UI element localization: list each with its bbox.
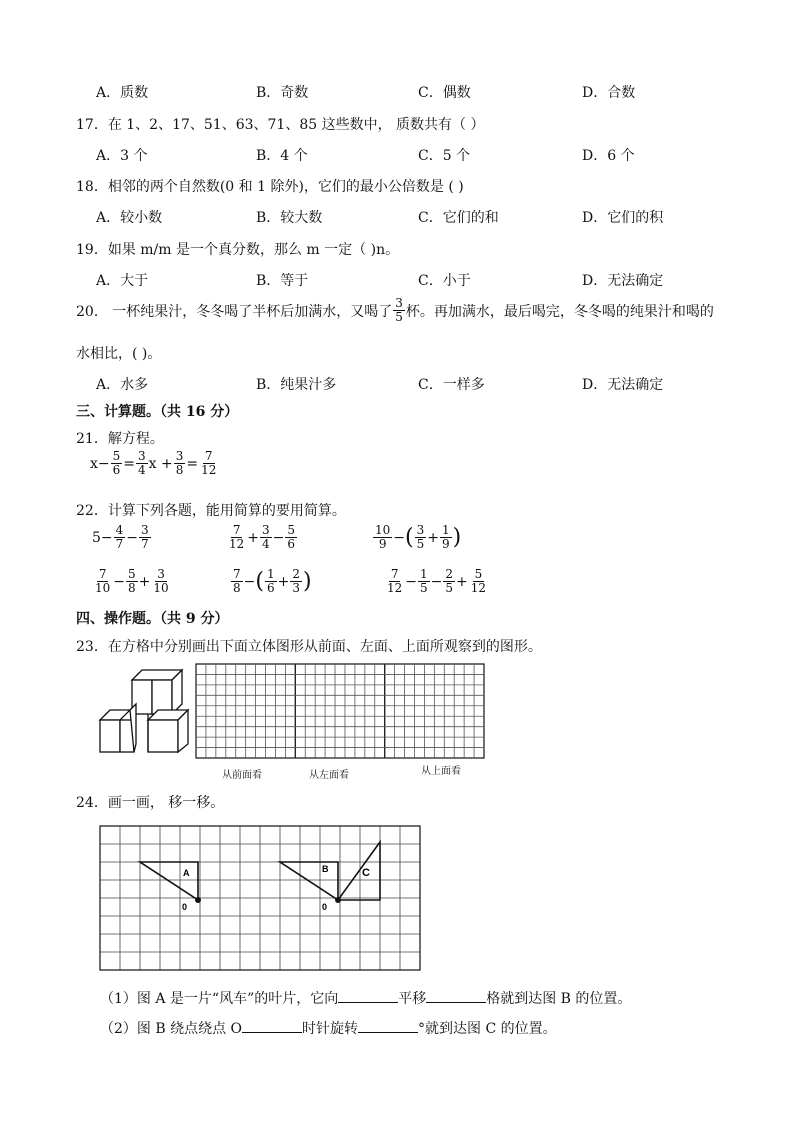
q20-options	[96, 374, 716, 394]
q23-question: 23．在方格中分别画出下面立体图形从前面、左面、上面所观察到的图形。	[76, 639, 542, 655]
q19-option-a[interactable]: A．大于	[96, 273, 149, 289]
q19-options	[96, 270, 716, 290]
label-o-b: 0	[322, 902, 328, 912]
q20-text-before: 20． 一杯纯果汁，冬冬喝了半杯后加满水，又喝了	[76, 303, 393, 320]
q24-sub2-text-a: （2）图 B 绕点绕点 O	[100, 1021, 243, 1037]
point-o-a	[195, 897, 201, 903]
q23-label-top: 从上面看	[421, 766, 461, 777]
q17-options	[96, 145, 716, 165]
label-o-a: 0	[182, 902, 188, 912]
label-b: B	[322, 864, 329, 874]
q18-option-c[interactable]: C．它们的和	[418, 210, 499, 226]
q20-question-line2: 水相比，( )。	[76, 346, 162, 362]
q20-question	[76, 297, 714, 324]
q19-option-d[interactable]: D．无法确定	[582, 273, 664, 289]
label-c: C	[362, 867, 370, 879]
point-o-b	[335, 897, 341, 903]
cube-solid	[100, 670, 188, 752]
q24-sub1-text-c: 格就到达图 B 的位置。	[486, 991, 632, 1007]
q21-question: 21．解方程。	[76, 431, 164, 447]
q24-sub2-text-c: °就到达图 C 的位置。	[418, 1021, 557, 1037]
q20-option-a[interactable]: A．水多	[96, 377, 149, 393]
q17-option-a[interactable]: A．3 个	[96, 148, 148, 164]
q22-expr-4: $\frac{7}{10}$ − $\frac{5}{8}$ + $\frac{3}{10}$	[95, 567, 169, 595]
q22-expr-1: 5− $\frac{4}{7}$ − $\frac{3}{7}$	[92, 523, 149, 551]
q24-blank-degrees[interactable]	[358, 1018, 418, 1033]
q20-option-b[interactable]: B．纯果汁多	[256, 377, 337, 393]
q20-option-d[interactable]: D．无法确定	[582, 377, 664, 393]
q17-option-b[interactable]: B．4 个	[256, 148, 308, 164]
q20-option-c[interactable]: C．一样多	[418, 377, 485, 393]
q22-expr-5: $\frac{7}{8}$ − ( $\frac{1}{6}$ + $\frac{2}{3}$ )	[233, 567, 312, 595]
q23-label-left: 从左面看	[309, 770, 349, 781]
q18-option-d[interactable]: D．它们的积	[582, 210, 664, 226]
triangle-c	[338, 842, 380, 900]
label-a: A	[183, 868, 190, 878]
q23-label-front: 从前面看	[222, 770, 262, 781]
q16-option-a[interactable]: A．质数	[96, 85, 149, 101]
q21-equation: x− $\frac{5}{6}$ = $\frac{3}{4}$ x + $\frac{3}{8}$ = $\frac{7}{12}$	[90, 449, 217, 477]
q17-option-d[interactable]: D．6 个	[582, 148, 635, 164]
q17-question: 17．在 1、2、17、51、63、71、85 这些数中， 质数共有（ ）	[76, 117, 485, 133]
q22-expr-3: $\frac{10}{9}$ − ( $\frac{3}{5}$ + $\frac{1}{9}$ )	[375, 523, 462, 551]
q22-question: 22．计算下列各题，能用简算的要用简算。	[76, 503, 346, 519]
q24-sub1-text-b: 平移	[398, 991, 427, 1007]
q22-expr-2: $\frac{7}{12}$ + $\frac{3}{4}$ − $\frac{5}{6}$	[229, 523, 296, 551]
section3-title: 三、计算题。（共 16 分）	[76, 404, 239, 420]
q16-option-c[interactable]: C．偶数	[418, 85, 471, 101]
q16-option-b[interactable]: B．奇数	[256, 85, 309, 101]
q20-text-after: 杯。再加满水，最后喝完，冬冬喝的纯果汁和喝的	[405, 303, 714, 320]
q24-blank-rotation-dir[interactable]	[242, 1018, 302, 1033]
view-grids	[196, 664, 484, 758]
q24-sub2-text-b: 时针旋转	[302, 1021, 359, 1037]
q19-question: 19．如果 m/m 是一个真分数，那么 m 一定（ )n。	[76, 242, 400, 258]
q16-option-d[interactable]: D．合数	[582, 85, 636, 101]
q24-blank-direction[interactable]	[338, 988, 398, 1003]
q18-question: 18．相邻的两个自然数(0 和 1 除外)，它们的最小公倍数是 ( )	[76, 179, 464, 195]
q19-option-c[interactable]: C．小于	[418, 273, 471, 289]
q24-question: 24．画一画， 移一移。	[76, 795, 225, 811]
triangle-b	[280, 862, 338, 900]
q18-option-a[interactable]: A．较小数	[96, 210, 163, 226]
q24-sub1	[100, 988, 631, 1008]
q22-expr-6: $\frac{7}{12}$ − $\frac{1}{5}$ − $\frac{2}{5}$ + $\frac{5}{12}$	[387, 567, 487, 595]
q24-sub2	[100, 1018, 557, 1038]
q20-frac-den: 5	[395, 310, 403, 324]
q24-grid-figure	[98, 824, 422, 972]
q19-option-b[interactable]: B．等于	[256, 273, 309, 289]
q20-fraction	[393, 297, 405, 324]
q24-sub1-text-a: （1）图 A 是一片“风车”的叶片，它向	[100, 991, 339, 1007]
q18-option-b[interactable]: B．较大数	[256, 210, 323, 226]
q24-blank-steps[interactable]	[426, 988, 486, 1003]
section4-title: 四、操作题。（共 9 分）	[76, 611, 229, 627]
q18-options	[96, 207, 716, 227]
q17-option-c[interactable]: C．5 个	[418, 148, 471, 164]
q16-options	[96, 82, 716, 102]
q20-frac-num: 3	[395, 296, 403, 310]
